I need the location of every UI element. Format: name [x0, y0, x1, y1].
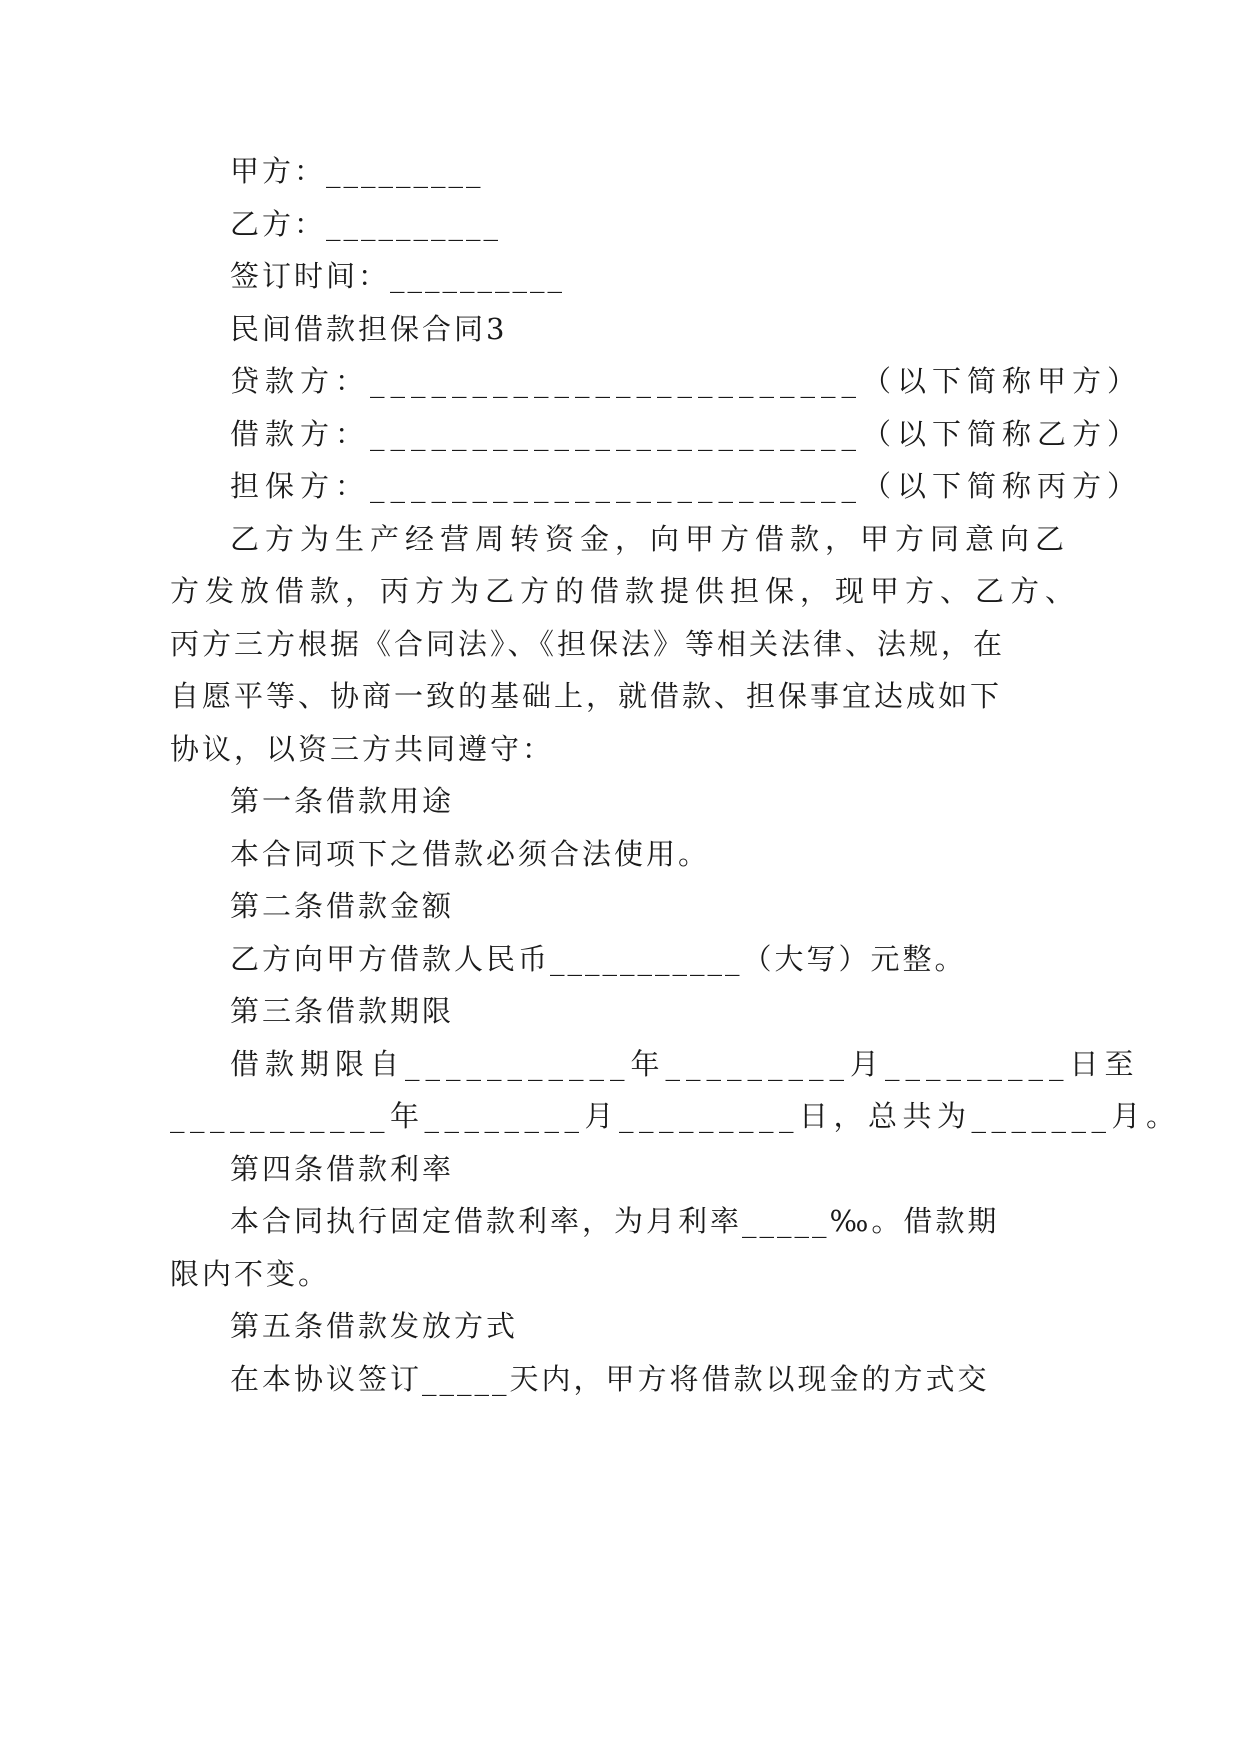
preamble-line-4: 自愿平等、协商一致的基础上，就借款、担保事宜达成如下	[170, 679, 1003, 713]
article-5-heading: 第五条借款发放方式	[230, 1309, 519, 1343]
article-2-heading: 第二条借款金额	[230, 889, 455, 923]
article-4-text-2: 限内不变。	[170, 1257, 331, 1291]
article-1-heading: 第一条借款用途	[230, 784, 455, 818]
article-3-text-2: ___________年________月_________日，总共为_______月。	[170, 1099, 1181, 1133]
article-3-text-1: 借款期限自___________年_________月_________日至	[230, 1047, 1140, 1081]
preamble-line-3: 丙方三方根据《合同法》、《担保法》等相关法律、法规，在	[170, 627, 1006, 661]
article-2-text: 乙方向甲方借款人民币___________（大写）元整。	[230, 942, 967, 976]
article-5-text-1: 在本协议签订_____天内，甲方将借款以现金的方式交	[230, 1362, 990, 1396]
article-3-heading: 第三条借款期限	[230, 994, 455, 1028]
preamble-line-5: 协议，以资三方共同遵守：	[170, 732, 555, 766]
guarantor-line: 担保方：________________________（以下简称丙方）	[230, 469, 1143, 503]
contract-title: 民间借款担保合同3	[230, 312, 508, 346]
lender-line: 贷款方：________________________（以下简称甲方）	[230, 364, 1143, 398]
borrower-line: 借款方：________________________（以下简称乙方）	[230, 417, 1143, 451]
signing-date-line: 签订时间：__________	[230, 259, 566, 293]
party-a-line: 甲方：_________	[230, 154, 484, 188]
party-b-line: 乙方：__________	[230, 207, 502, 241]
article-4-heading: 第四条借款利率	[230, 1152, 455, 1186]
article-4-text-1: 本合同执行固定借款利率，为月利率_____‰。借款期	[230, 1204, 1000, 1238]
preamble-line-2: 方发放借款，丙方为乙方的借款提供担保，现甲方、乙方、	[170, 574, 1081, 608]
preamble-line-1: 乙方为生产经营周转资金，向甲方借款，甲方同意向乙	[230, 522, 1071, 556]
article-1-text: 本合同项下之借款必须合法使用。	[230, 837, 711, 871]
